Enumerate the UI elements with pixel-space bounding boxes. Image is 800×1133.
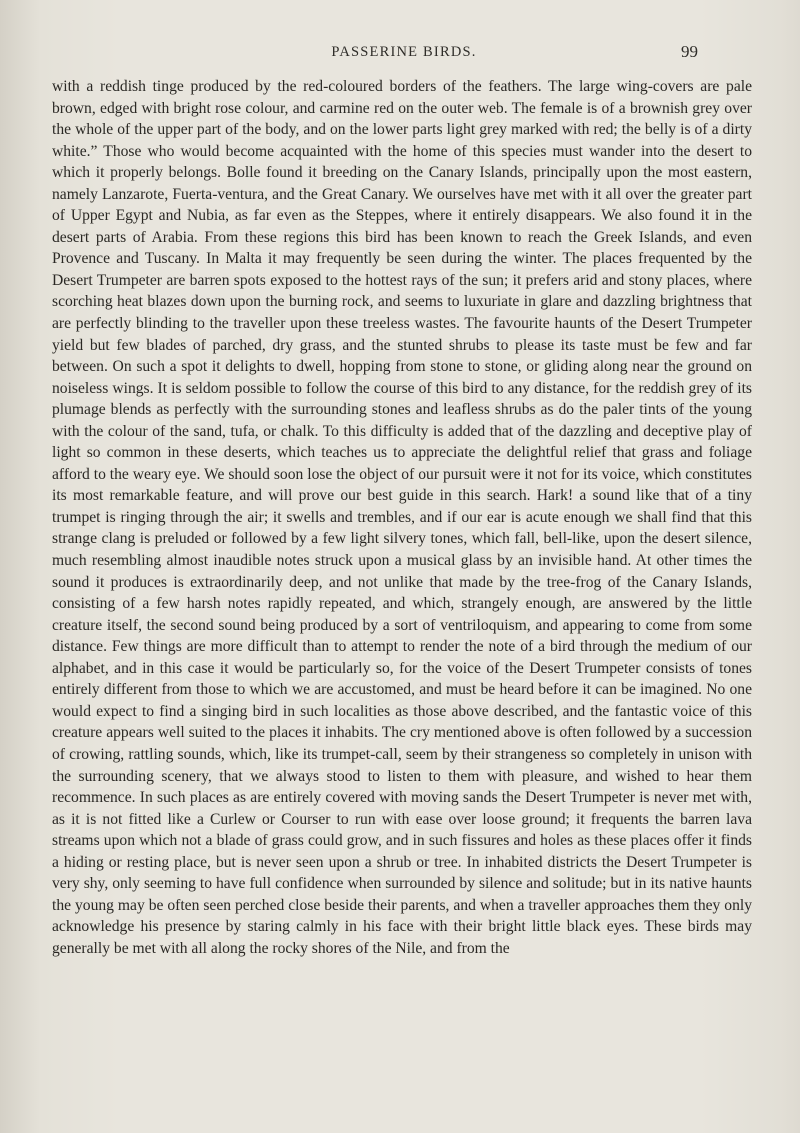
page-header: [110, 44, 698, 68]
page-number: 99: [681, 42, 698, 61]
running-head: PASSERINE BIRDS.: [331, 44, 477, 60]
body-paragraph: with a reddish tinge produced by the red-coloured borders of the feathers. The large wing-covers are pale brown, edged with bright rose colour, and carmine red on the outer web. The female is of a brownish grey over the whole of the upper part of the body, and on the lower parts light grey marked with red; the belly is of a dirty white.” Those who would become acquainted with the home of this species must wander into the desert to which it properly belongs. Bolle found it breeding on the Canary Islands, principally upon the most eastern, namely Lanzarote, Fuerta-ventura, and the Great Canary. We ourselves have met with it all over the greater part of Upper Egypt and Nubia, as far even as the Steppes, where it entirely disappears. We also found it in the desert parts of Arabia. From these regions this bird has been known to reach the Greek Islands, and even Provence and Tuscany. In Malta it may frequently be seen during the winter. The places frequented by the Desert Trumpeter are barren spots exposed to the hottest rays of the sun; it prefers arid and stony places, where scorching heat blazes down upon the burning rock, and seems to luxuriate in glare and dazzling brightness that are perfectly blinding to the traveller upon these treeless wastes. The favourite haunts of the Desert Trumpeter yield but few blades of parched, dry grass, and the stunted shrubs to please its taste must be few and far between. On such a spot it delights to dwell, hopping from stone to stone, or gliding along near the ground on noiseless wings. It is seldom possible to follow the course of this bird to any distance, for the reddish grey of its plumage blends as perfectly with the surrounding stones and leafless shrubs as do the paler tints of the young with the colour of the sand, tufa, or chalk. To this difficulty is added that of the dazzling and deceptive play of light so common in these deserts, which teaches us to appreciate the delightful relief that grass and foliage afford to the weary eye. We should soon lose the object of our pursuit were it not for its voice, which constitutes its most remarkable feature, and will prove our best guide in this search. Hark! a sound like that of a tiny trumpet is ringing through the air; it swells and trembles, and if our ear is acute enough we shall find that this strange clang is preluded or followed by a few light silvery tones, which fall, bell-like, upon the desert silence, much resembling almost inaudible notes struck upon a musical glass by an invisible hand. At other times the sound it produces is extraordinarily deep, and not unlike that made by the tree-frog of the Canary Islands, consisting of a few harsh notes rapidly repeated, and which, strangely enough, are answered by the little creature itself, the second sound being produced by a sort of ventriloquism, and appearing to come from some distance. Few things are more difficult than to attempt to render the note of a bird through the medium of our alphabet, and in this case it would be particularly so, for the voice of the Desert Trumpeter consists of tones entirely different from those to which we are accustomed, and must be heard before it can be imagined. No one would expect to find a singing bird in such localities as those above described, and the fantastic voice of this creature appears well suited to the places it inhabits. The cry mentioned above is often followed by a succession of crowing, rattling sounds, which, like its trumpet-call, seem by their strangeness so completely in unison with the surrounding scenery, that we always stood to listen to them with pleasure, and wished to hear them recommence. In such places as are entirely covered with moving sands the Desert Trumpeter is never met with, as it is not fitted like a Curlew or Courser to run with ease over loose ground; it frequents the barren lava streams upon which not a blade of grass could grow, and in such fissures and holes as these places offer it finds a hiding or resting place, but is never seen upon a shrub or tree. In inhabited districts the Desert Trumpeter is very shy, only seeming to have full confidence when surrounded by silence and solitude; but in its native haunts the young may be often seen perched close beside their parents, and when a traveller approaches them they only acknowledge his presence by staring calmly in his face with their bright little black eyes. These birds may generally be met with all along the rocky shores of the Nile, and from the: [52, 78, 752, 957]
